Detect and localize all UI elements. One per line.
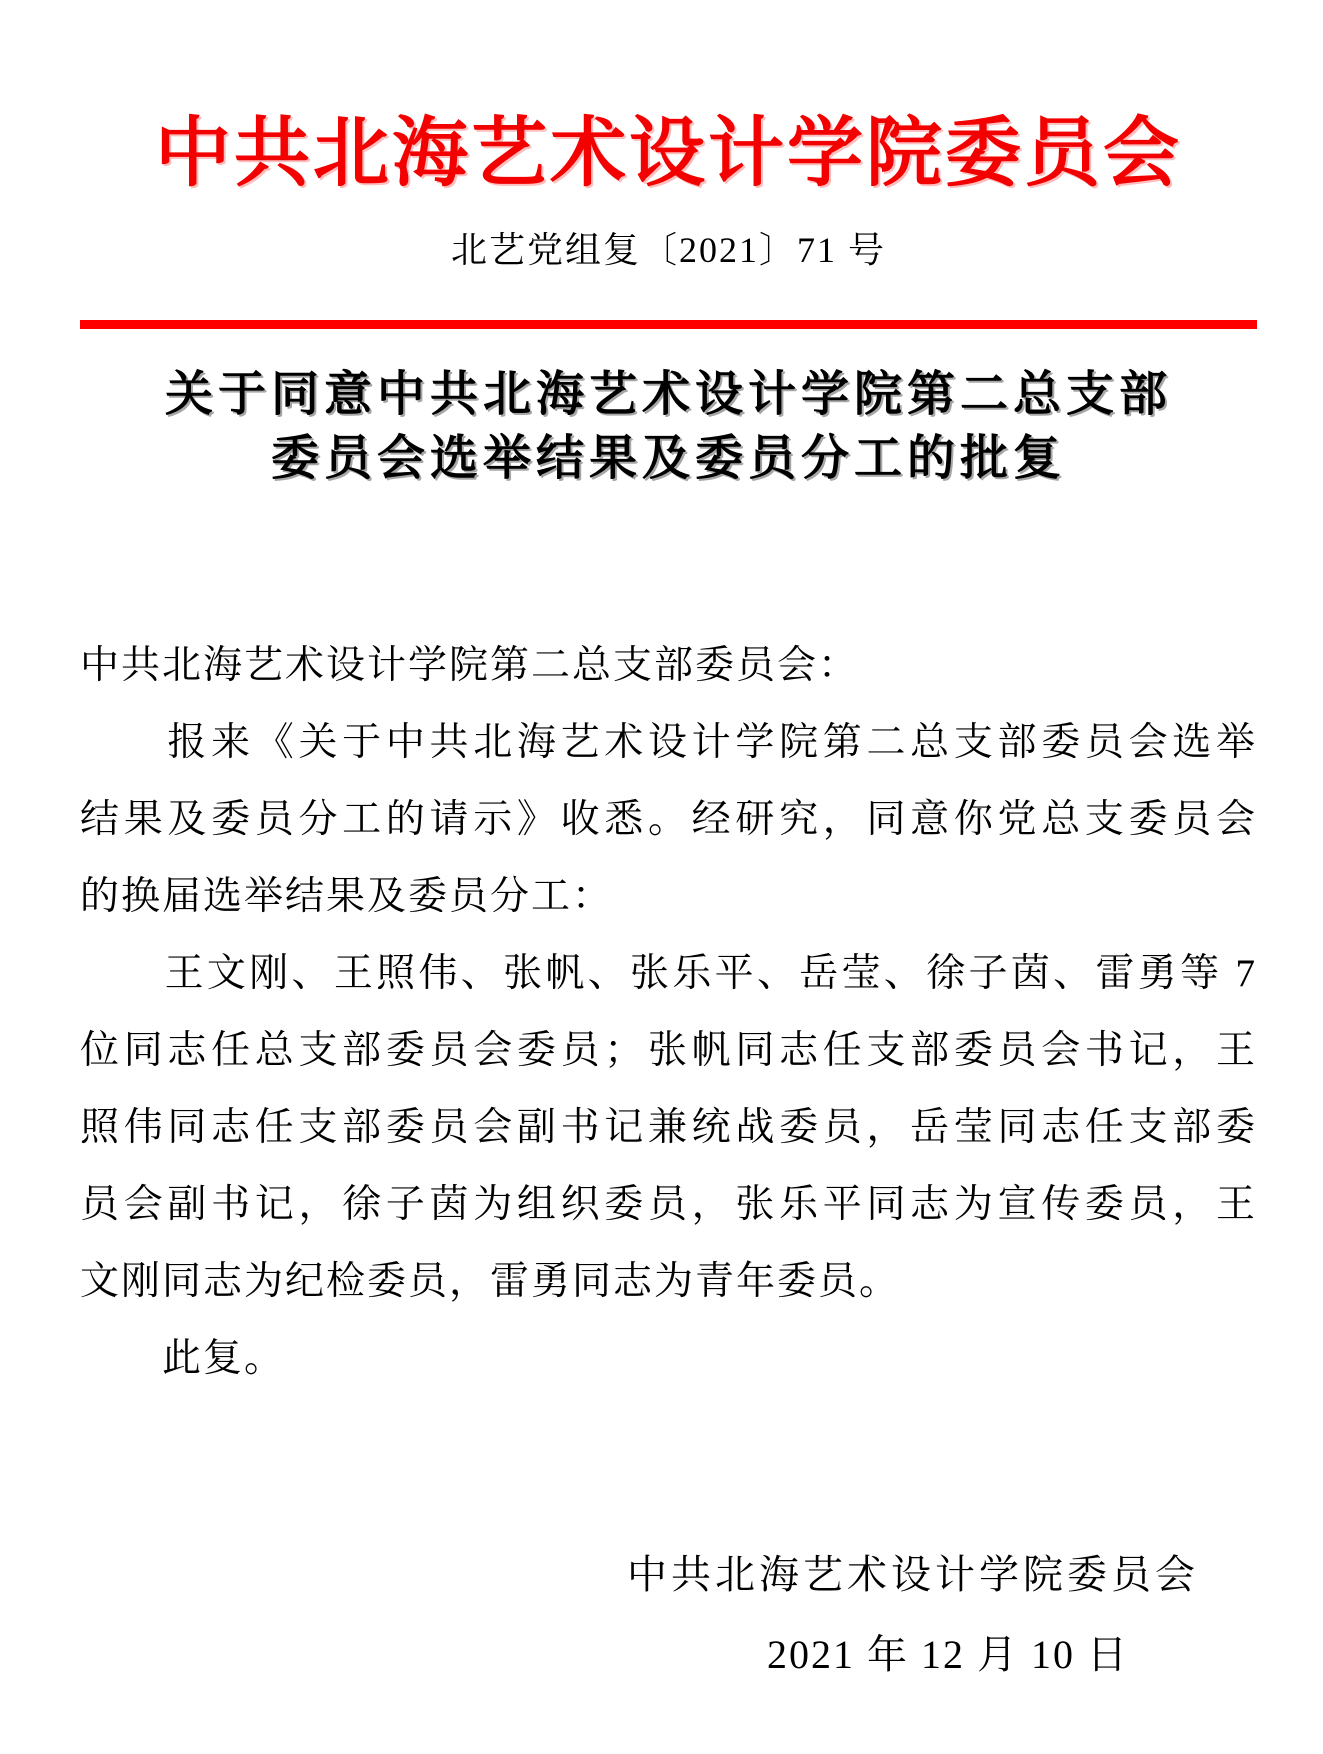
body-line: 此复。: [80, 1337, 286, 1380]
body-line: 照伟同志任支部委员会副书记兼统战委员，岳莹同志任支部委: [80, 1106, 1257, 1149]
document-title-line-2: 委员会选举结果及委员分工的批复: [270, 432, 1066, 485]
document-title-line-1: 关于同意中共北海艺术设计学院第二总支部: [164, 368, 1172, 421]
signature-org: 中共北海艺术设计学院委员会: [627, 1552, 1199, 1597]
body-line: 文刚同志为纪检委员，雷勇同志为青年委员。: [80, 1260, 901, 1303]
body-line: 位同志任总支部委员会委员；张帆同志任支部委员会书记，王: [80, 1029, 1257, 1072]
document-header-org: 中共北海艺术设计学院委员会: [155, 112, 1182, 196]
signature-date: 2021 年 12 月 10 日: [767, 1632, 1129, 1677]
document-title: [80, 363, 1257, 491]
body-line: 王文刚、王照伟、张帆、张乐平、岳莹、徐子茵、雷勇等 7: [80, 952, 1257, 995]
body-line: 员会副书记，徐子茵为组织委员，张乐平同志为宣传委员，王: [80, 1183, 1257, 1226]
document-body: [80, 627, 1257, 1397]
body-line: 结果及委员分工的请示》收悉。经研究，同意你党总支委员会: [80, 798, 1257, 841]
red-separator-line: [80, 320, 1257, 329]
document-number: 北艺党组复〔2021〕71 号: [450, 230, 886, 270]
body-line: 中共北海艺术设计学院第二总支部委员会：: [80, 644, 860, 687]
body-line: 报来《关于中共北海艺术设计学院第二总支部委员会选举: [80, 721, 1257, 764]
body-line: 的换届选举结果及委员分工：: [80, 875, 614, 918]
